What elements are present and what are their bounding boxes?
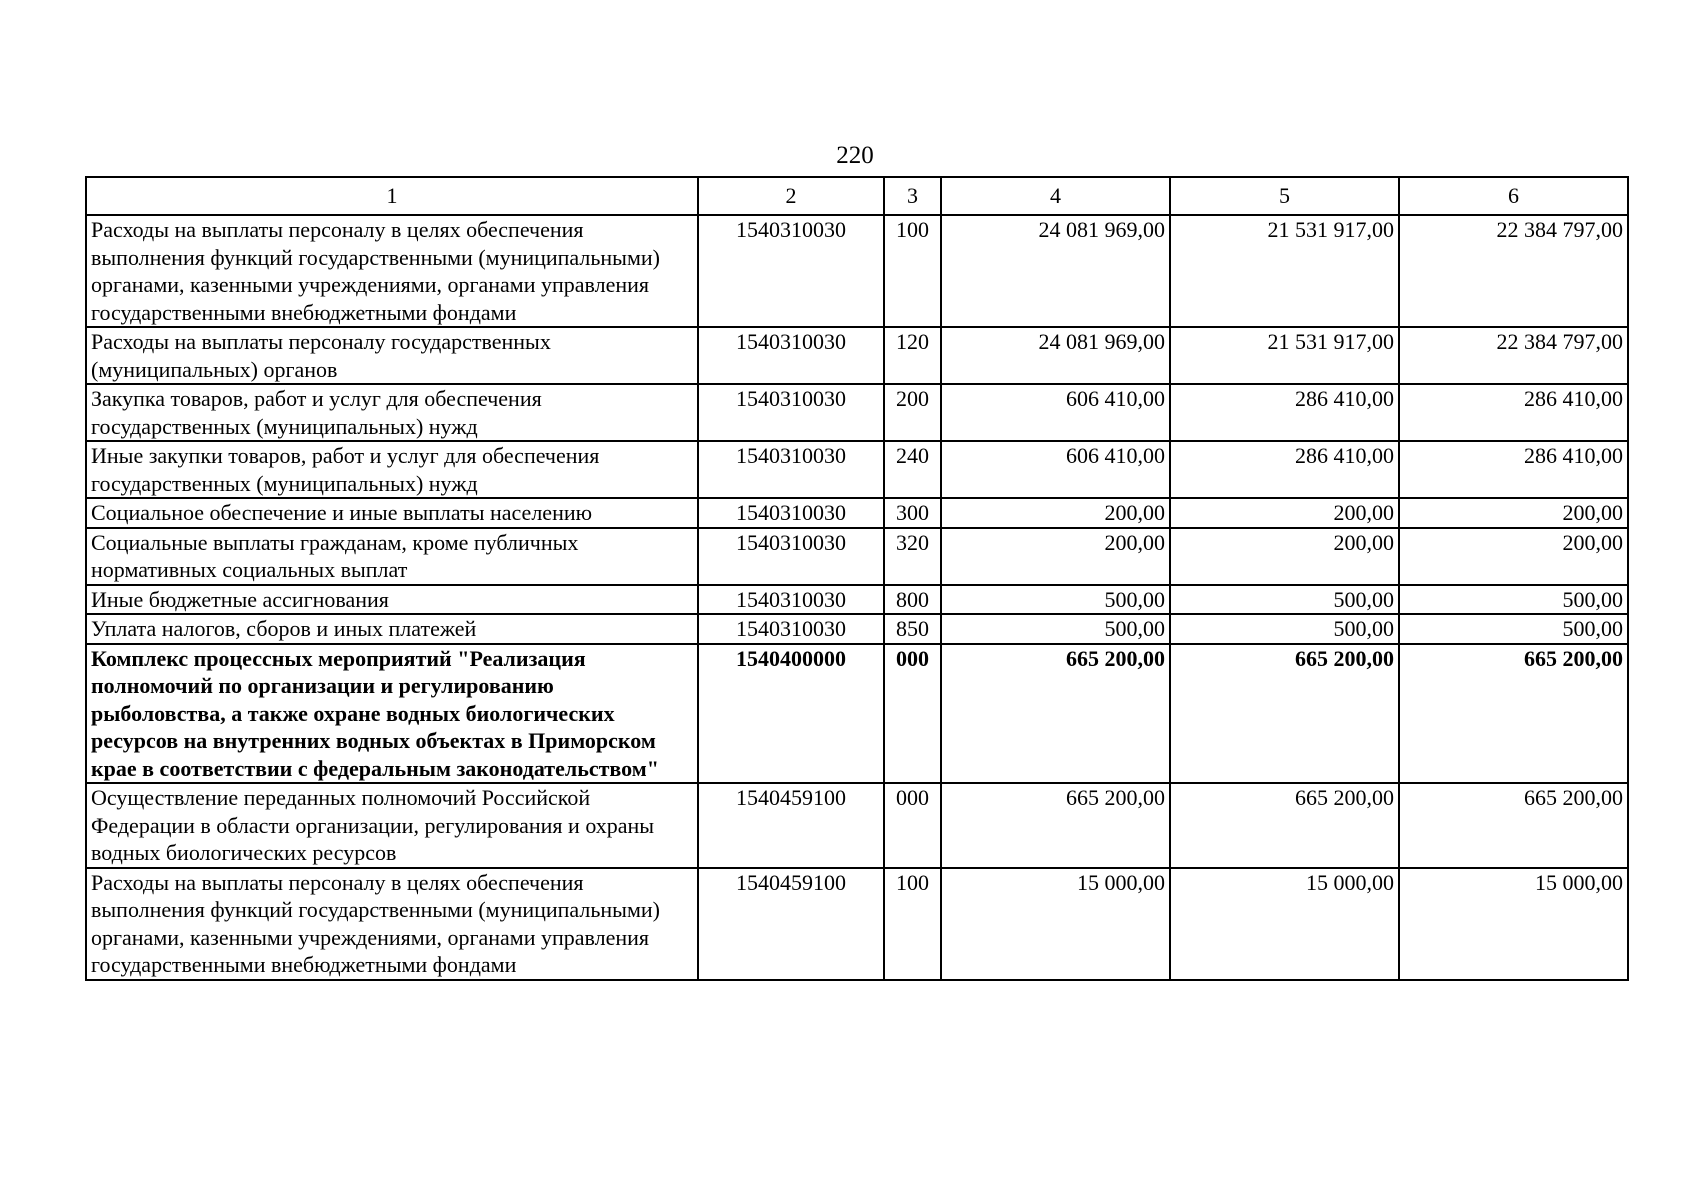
- row-amount-col6: 500,00: [1399, 614, 1628, 644]
- column-header-1: 1: [86, 177, 698, 215]
- row-name: Социальное обеспечение и иные выплаты населению: [86, 498, 698, 528]
- row-amount-col6: 15 000,00: [1399, 868, 1628, 980]
- row-expense-type: 200: [884, 384, 941, 441]
- row-amount-col6: 665 200,00: [1399, 644, 1628, 784]
- row-name: Уплата налогов, сборов и иных платежей: [86, 614, 698, 644]
- row-expense-type: 800: [884, 585, 941, 615]
- row-code: 1540310030: [698, 498, 884, 528]
- row-code: 1540459100: [698, 783, 884, 868]
- budget-table: [85, 176, 1629, 981]
- row-amount-col5: 500,00: [1170, 614, 1399, 644]
- row-code: 1540310030: [698, 585, 884, 615]
- row-code: 1540310030: [698, 384, 884, 441]
- row-code: 1540310030: [698, 327, 884, 384]
- row-amount-col6: 665 200,00: [1399, 783, 1628, 868]
- row-code: 1540310030: [698, 441, 884, 498]
- table-row: [86, 498, 1628, 528]
- table-row: [86, 441, 1628, 498]
- row-amount-col5: 200,00: [1170, 528, 1399, 585]
- row-name: Расходы на выплаты персоналу в целях обеспечения выполнения функций государственными (муниципальными) органами, казенными учреждениями, органами управления государственными внебюджетными фондами: [86, 868, 698, 980]
- row-code: 1540400000: [698, 644, 884, 784]
- row-name: Иные бюджетные ассигнования: [86, 585, 698, 615]
- row-name: Иные закупки товаров, работ и услуг для обеспечения государственных (муниципальных) нужд: [86, 441, 698, 498]
- row-name: Расходы на выплаты персоналу государственных (муниципальных) органов: [86, 327, 698, 384]
- row-amount-col4: 606 410,00: [941, 384, 1170, 441]
- row-expense-type: 100: [884, 868, 941, 980]
- column-header-5: 5: [1170, 177, 1399, 215]
- table-row: [86, 585, 1628, 615]
- header-row: [86, 177, 1628, 215]
- row-amount-col6: 22 384 797,00: [1399, 327, 1628, 384]
- row-amount-col5: 286 410,00: [1170, 384, 1399, 441]
- column-header-2: 2: [698, 177, 884, 215]
- row-amount-col4: 665 200,00: [941, 644, 1170, 784]
- row-code: 1540310030: [698, 215, 884, 327]
- row-amount-col4: 500,00: [941, 614, 1170, 644]
- table-row-program-total: [86, 644, 1628, 784]
- row-name: Осуществление переданных полномочий Российской Федерации в области организации, регулирования и охраны водных биологических ресурсов: [86, 783, 698, 868]
- row-amount-col4: 500,00: [941, 585, 1170, 615]
- row-expense-type: 120: [884, 327, 941, 384]
- table-row: [86, 528, 1628, 585]
- row-name: Закупка товаров, работ и услуг для обеспечения государственных (муниципальных) нужд: [86, 384, 698, 441]
- column-header-3: 3: [884, 177, 941, 215]
- row-amount-col5: 21 531 917,00: [1170, 327, 1399, 384]
- row-amount-col5: 665 200,00: [1170, 783, 1399, 868]
- row-amount-col5: 500,00: [1170, 585, 1399, 615]
- column-header-4: 4: [941, 177, 1170, 215]
- row-name: Социальные выплаты гражданам, кроме публичных нормативных социальных выплат: [86, 528, 698, 585]
- row-amount-col6: 200,00: [1399, 528, 1628, 585]
- row-expense-type: 850: [884, 614, 941, 644]
- table-row: [86, 614, 1628, 644]
- row-expense-type: 320: [884, 528, 941, 585]
- row-amount-col5: 21 531 917,00: [1170, 215, 1399, 327]
- table-row: [86, 783, 1628, 868]
- row-amount-col4: 665 200,00: [941, 783, 1170, 868]
- row-amount-col6: 200,00: [1399, 498, 1628, 528]
- row-amount-col6: 22 384 797,00: [1399, 215, 1628, 327]
- row-expense-type: 240: [884, 441, 941, 498]
- row-amount-col4: 200,00: [941, 498, 1170, 528]
- row-amount-col6: 286 410,00: [1399, 384, 1628, 441]
- row-amount-col4: 24 081 969,00: [941, 327, 1170, 384]
- row-expense-type: 000: [884, 783, 941, 868]
- row-expense-type: 300: [884, 498, 941, 528]
- column-header-6: 6: [1399, 177, 1628, 215]
- table-row: [86, 215, 1628, 327]
- row-amount-col4: 15 000,00: [941, 868, 1170, 980]
- row-amount-col6: 286 410,00: [1399, 441, 1628, 498]
- row-code: 1540459100: [698, 868, 884, 980]
- page-number: 220: [836, 142, 874, 169]
- table-row: [86, 384, 1628, 441]
- row-expense-type: 000: [884, 644, 941, 784]
- row-name: Комплекс процессных мероприятий "Реализация полномочий по организации и регулированию рыболовства, а также охране водных биологических ресурсов на внутренних водных объектах в Приморском крае в соответствии с федеральным законодательством": [86, 644, 698, 784]
- row-name: Расходы на выплаты персоналу в целях обеспечения выполнения функций государственными (муниципальными) органами, казенными учреждениями, органами управления государственными внебюджетными фондами: [86, 215, 698, 327]
- row-amount-col4: 24 081 969,00: [941, 215, 1170, 327]
- row-amount-col4: 200,00: [941, 528, 1170, 585]
- row-amount-col5: 286 410,00: [1170, 441, 1399, 498]
- row-code: 1540310030: [698, 614, 884, 644]
- table-row: [86, 868, 1628, 980]
- row-expense-type: 100: [884, 215, 941, 327]
- table-row: [86, 327, 1628, 384]
- row-amount-col5: 665 200,00: [1170, 644, 1399, 784]
- row-amount-col5: 15 000,00: [1170, 868, 1399, 980]
- row-amount-col5: 200,00: [1170, 498, 1399, 528]
- row-amount-col4: 606 410,00: [941, 441, 1170, 498]
- row-amount-col6: 500,00: [1399, 585, 1628, 615]
- row-code: 1540310030: [698, 528, 884, 585]
